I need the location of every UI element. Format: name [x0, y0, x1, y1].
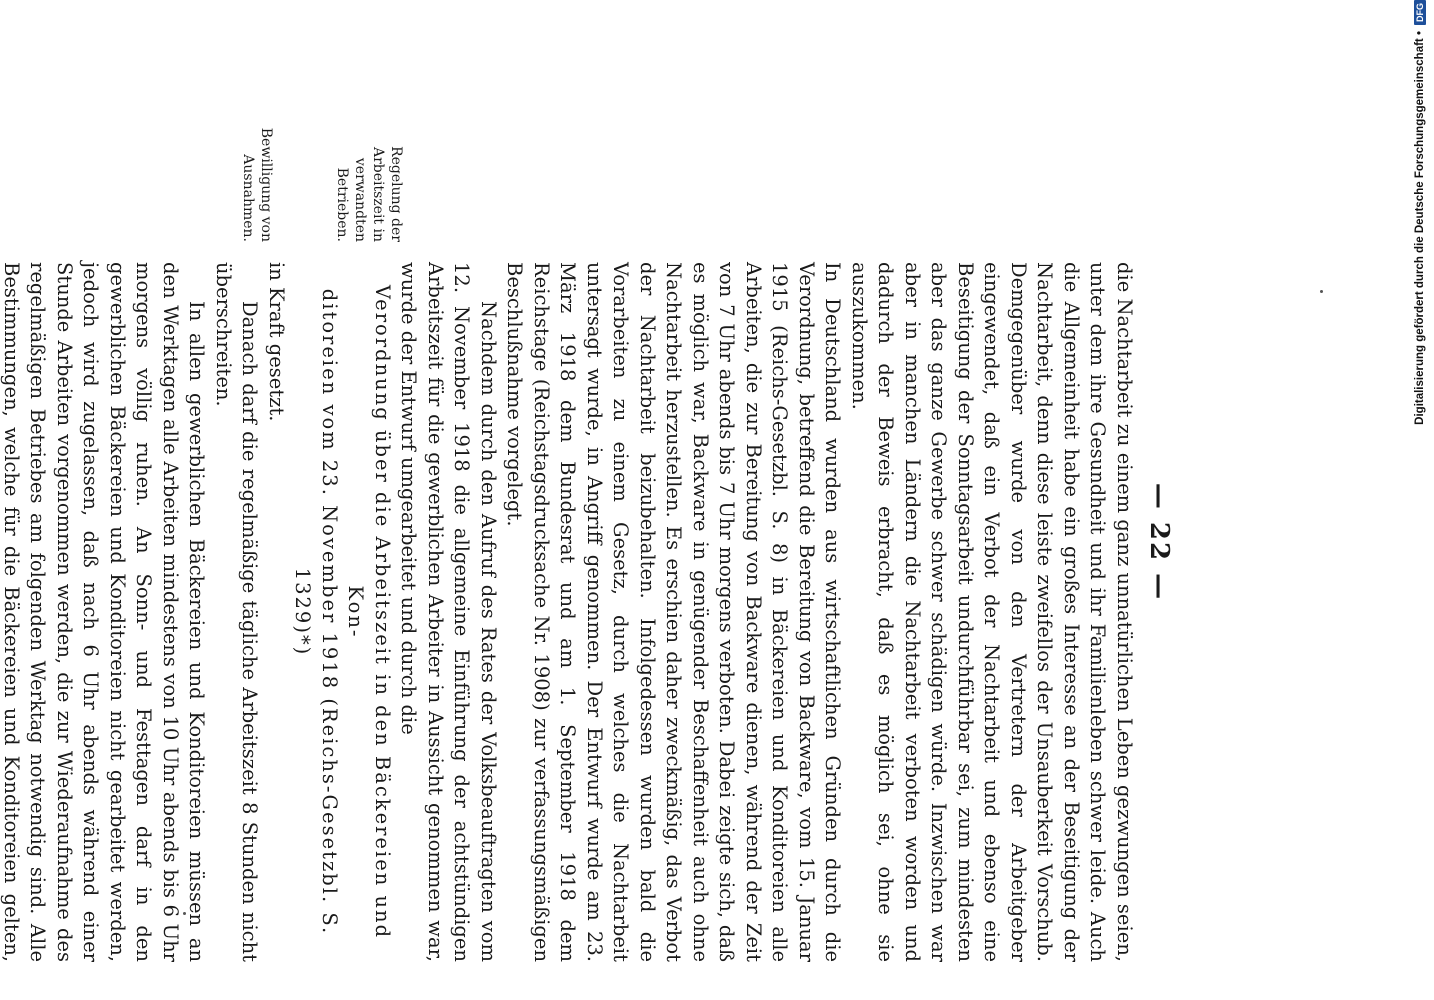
margin-note-arbeitszeit: Regelung der Arbeitszeit in verwandten Betrieben.	[334, 146, 404, 242]
dfg-logo: DFG	[1414, 0, 1426, 25]
digitization-text: Digitalisierung gefördert durch die Deutsche Forschungsgemeinschaft •	[1414, 31, 1426, 425]
margin-column	[155, 92, 1195, 242]
ordinance-title-line-1: Verordnung über die Arbeitszeit in den Bäckereien und Kon-	[344, 284, 394, 940]
paragraph-4: Danach darf die regelmäßige tägliche Arbeitszeit 8 Stunden nicht überschreiten.	[212, 262, 262, 962]
paragraph-2: In Deutschland wurden aus wirtschaftlichen Gründen durch die Verordnung, betreffend die Bereitung von Backware, vom 15. Januar 1915 (Reichs-Gesetzbl. S. 8) in Bäckereien und Konditoreien alle Arbeiten, die zur Bereitung von Backware dienen, während der Zeit von 7 Uhr abends bis 7 Uhr morgens verboten. Dabei zeigte sich, daß es möglich war, Backware in genügender Beschaffenheit auch ohne Nachtarbeit herzustellen. Es erschien daher zweckmäßig, das Verbot der Nachtarbeit beizubehalten. Infolgedessen wurden bald die Vorarbeiten zu einem Gesetz, durch welches die Nachtarbeit untersagt wurde, in Angriff genommen. Der Entwurf wurde am 23. März 1918 dem Bundesrat und am 1. September 1918 dem Reichstage (Reichstagsdrucksache Nr. 1908) zur verfassungsmäßigen Beschlußnahme vorgelegt.	[503, 262, 845, 962]
margin-note-ausnahmen: Bewilligung von Ausnahmen.	[240, 127, 274, 242]
paragraph-5: In allen gewerblichen Bäckereien und Konditoreien müssen an den Werktagen alle Arbeiten mindestens von 10 Uhr abends bis 6 Uhr morgens völlig ruhen. An Sonn- und Festtagen darf in den gewerblichen Bäckereien und Konditoreien nicht gearbeitet werden, jedoch wird zugelassen, daß nach 6 Uhr abends während einer Stunde Arbeiten vorgenommen werden, die zur Wiederaufnahme des regelmäßigen Betriebes am folgenden Werktag notwendig sind. Alle Bestimmungen, welche für die Bäckereien und Konditoreien gelten,	[0, 262, 209, 962]
speck-mark	[1320, 290, 1323, 293]
speck-mark	[183, 912, 186, 915]
page-number: — 22 —	[1144, 482, 1174, 602]
ordinance-title-line-2: ditoreien vom 23. November 1918 (Reichs-Gesetzbl. S. 1329)*)	[291, 288, 341, 936]
paragraph-1: die Nachtarbeit zu einem ganz unnatürlichen Leben gezwungen seien, unter dem ihre Gesundheit und ihr Familienleben schwer leide. Auch die Allgemeinheit habe ein großes Interesse an der Beseitigung der Nachtarbeit, denn diese leiste zweifellos der Unsauberkeit Vorschub. Demgegenüber wurde von den Vertretern der Arbeitgeber eingewendet, daß ein Verbot der Nachtarbeit und ebenso eine Beseitigung der Sonntagsarbeit undurchführbar sei, zum mindesten aber das ganze Gewerbe schwer schädigen würde. Inzwischen war aber in manchen Ländern die Nachtarbeit verboten worden und dadurch der Beweis erbracht, daß es möglich sei, ohne sie auszukommen.	[848, 262, 1136, 962]
in-force-line: in Kraft gesetzt.	[265, 262, 288, 422]
paragraph-3: Nachdem durch den Aufruf des Rates der Volksbeauftragten vom 12. November 1918 die allgemeine Einführung der achtstündigen Arbeitszeit für die gewerblichen Arbeiter in Aussicht genommen war, wurde der Entwurf umgearbeitet und durch die	[397, 262, 500, 962]
body-text	[0, 262, 1137, 962]
digitization-note	[1408, 0, 1432, 990]
rotated-page	[0, 92, 1195, 992]
